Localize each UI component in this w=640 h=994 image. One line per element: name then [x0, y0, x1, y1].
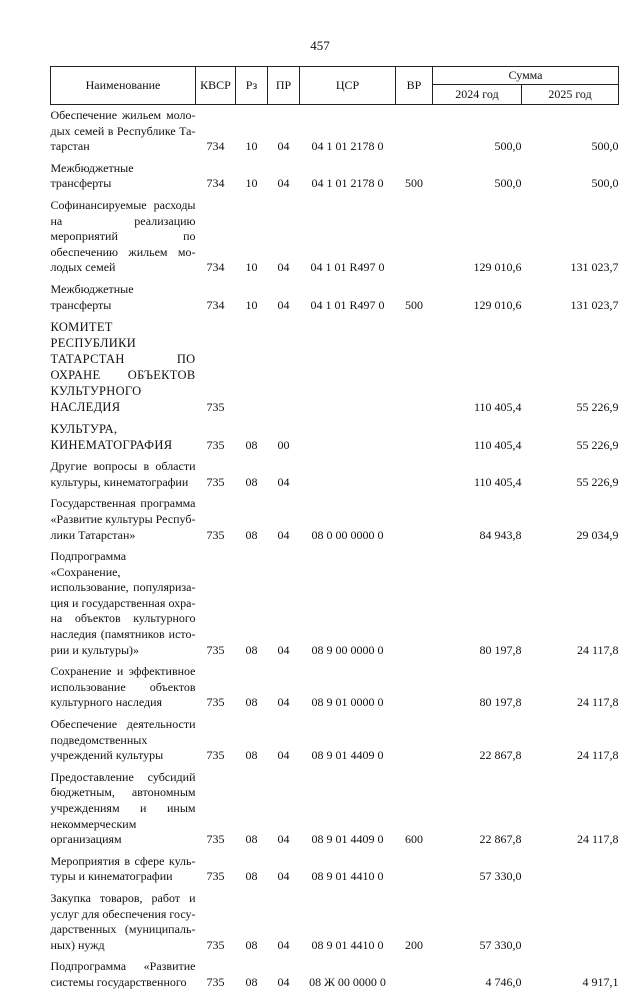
- row-amount-2024: 110 405,4: [473, 474, 522, 489]
- row-amount-2024: 110 405,4: [473, 437, 522, 452]
- row-csr: 08 9 00 0000 0: [311, 642, 384, 657]
- row-rz: [236, 316, 268, 418]
- row-name: КУЛЬТУРА, КИНЕМАТОГРАФИЯ: [50, 422, 173, 453]
- row-name: Обеспечение деятельности подведомственных учреждений культуры: [50, 717, 196, 763]
- table-row: [51, 767, 619, 851]
- row-vr: [396, 316, 433, 418]
- row-amount-2024: 57 330,0: [479, 869, 522, 884]
- row-kvsr: 735: [206, 937, 225, 952]
- row-csr: [300, 316, 396, 418]
- row-name: Обеспечение жильем молодых семей в Республике Татарстан: [50, 108, 196, 154]
- row-csr: 08 9 01 4410 0: [311, 869, 384, 884]
- row-amount-2025: 24 117,8: [576, 642, 619, 657]
- row-csr: [300, 418, 396, 456]
- row-name: Подпрограмма «Развитие системы государственного: [50, 959, 196, 989]
- row-amount-2025: 55 226,9: [576, 399, 619, 414]
- table-row: [51, 661, 619, 714]
- row-amount-2025: 55 226,9: [576, 437, 619, 452]
- header-rz: Рз: [236, 67, 268, 105]
- row-kvsr: 735: [206, 474, 225, 489]
- row-pr: 04: [277, 527, 290, 542]
- row-amount-2025: 29 034,9: [576, 527, 619, 542]
- row-vr: [396, 493, 433, 546]
- row-vr: [396, 418, 433, 456]
- row-vr: [396, 195, 433, 279]
- row-pr: 04: [277, 937, 290, 952]
- row-name: КОМИТЕТ РЕСПУБЛИКИ ТАТАРСТАН ПО ОХРАНЕ ОБЪЕКТОВ КУЛЬТУРНОГО НАСЛЕДИЯ: [50, 320, 196, 415]
- row-csr: 04 1 01 2178 0: [311, 139, 384, 154]
- row-amount-2024: 129 010,6: [473, 260, 522, 275]
- table-row: [51, 888, 619, 956]
- row-amount-2024: 57 330,0: [479, 937, 522, 952]
- table-row: [51, 493, 619, 546]
- row-name: Предоставление субсидий бюджетным, автономным учреждениям и иным некоммерческим организациям: [50, 769, 196, 847]
- row-pr: 04: [277, 748, 290, 763]
- page-number: 457: [310, 38, 330, 53]
- header-year-2024: 2024 год: [433, 85, 522, 105]
- row-amount-2024: 80 197,8: [479, 642, 522, 657]
- row-amount-2025: 55 226,9: [576, 474, 619, 489]
- row-amount-2024: 129 010,6: [473, 297, 522, 312]
- row-kvsr: 735: [206, 527, 225, 542]
- row-rz: 08: [245, 437, 258, 452]
- row-name: Межбюджетные трансферты: [50, 160, 134, 191]
- table-row: [51, 195, 619, 279]
- row-pr: 04: [277, 695, 290, 710]
- row-pr: 04: [277, 139, 290, 154]
- row-amount-2025: 500,0: [591, 139, 619, 154]
- row-amount-2025: 131 023,7: [570, 297, 619, 312]
- table-row: [51, 456, 619, 493]
- table-row: [51, 546, 619, 661]
- row-rz: 08: [245, 527, 258, 542]
- row-amount-2025: 24 117,8: [576, 695, 619, 710]
- row-amount-2025: 4 917,1: [582, 974, 619, 989]
- row-vr: [396, 546, 433, 661]
- row-amount-2025: 24 117,8: [576, 832, 619, 847]
- table-row: [51, 158, 619, 195]
- row-amount-2025: 131 023,7: [570, 260, 619, 275]
- row-csr: 04 1 01 R497 0: [310, 297, 385, 312]
- row-csr: 04 1 01 R497 0: [310, 260, 385, 275]
- header-vr: ВР: [396, 67, 433, 105]
- row-rz: 08: [245, 832, 258, 847]
- row-name: Мероприятия в сфере культуры и кинематографии: [50, 853, 196, 884]
- row-vr: [396, 851, 433, 888]
- row-rz: 08: [245, 869, 258, 884]
- row-amount-2025: [522, 851, 619, 888]
- row-amount-2024: 500,0: [494, 139, 522, 154]
- row-pr: [268, 316, 300, 418]
- table-row: [51, 851, 619, 888]
- row-vr: [396, 456, 433, 493]
- row-kvsr: 734: [206, 176, 225, 191]
- row-name: Закупка товаров, работ и услуг для обеспечения государственных (муниципальных) нужд: [50, 890, 196, 952]
- row-pr: 04: [277, 642, 290, 657]
- header-pr: ПР: [268, 67, 300, 105]
- row-csr: 08 9 01 4409 0: [311, 748, 384, 763]
- row-csr: 08 9 01 0000 0: [311, 695, 384, 710]
- row-name: Сохранение и эффективное использование объектов культурного наследия: [50, 664, 196, 710]
- row-rz: 08: [245, 937, 258, 952]
- table-row: [51, 279, 619, 316]
- row-csr: 04 1 01 2178 0: [311, 176, 384, 191]
- table-header: [51, 67, 619, 105]
- row-pr: 04: [277, 260, 290, 275]
- row-kvsr: 735: [206, 974, 225, 989]
- table-body: [51, 105, 619, 994]
- header-kvsr: КВСР: [196, 67, 236, 105]
- row-vr: 200: [405, 937, 423, 952]
- row-amount-2024: 84 943,8: [479, 527, 522, 542]
- row-amount-2024: 22 867,8: [479, 748, 522, 763]
- row-amount-2025: [522, 888, 619, 956]
- header-csr: ЦСР: [300, 67, 396, 105]
- row-kvsr: 735: [206, 695, 225, 710]
- row-kvsr: 734: [206, 260, 225, 275]
- budget-table: [50, 66, 619, 994]
- row-vr: [396, 105, 433, 158]
- row-name: Софинансируемые расходы на реализацию мероприятий по обеспечению жильем молодых семей: [50, 197, 196, 275]
- row-amount-2024: 22 867,8: [479, 832, 522, 847]
- row-pr: 04: [277, 297, 290, 312]
- row-kvsr: 735: [206, 437, 225, 452]
- row-vr: 500: [405, 297, 423, 312]
- header-name: Наименование: [51, 67, 196, 105]
- row-pr: 04: [277, 474, 290, 489]
- row-vr: [396, 956, 433, 993]
- row-kvsr: 734: [206, 139, 225, 154]
- header-year-2025: 2025 год: [522, 85, 619, 105]
- row-rz: 10: [245, 176, 258, 191]
- row-name: Государственная программа «Развитие культуры Республики Татарстан»: [50, 496, 196, 542]
- row-name: Межбюджетные трансферты: [50, 281, 134, 312]
- table-row: [51, 105, 619, 158]
- row-vr: [396, 661, 433, 714]
- row-rz: 08: [245, 474, 258, 489]
- row-csr: 08 9 01 4410 0: [311, 937, 384, 952]
- row-name: Другие вопросы в области культуры, кинематографии: [50, 459, 196, 489]
- row-rz: 10: [245, 297, 258, 312]
- row-kvsr: 735: [206, 832, 225, 847]
- row-pr: 04: [277, 176, 290, 191]
- row-kvsr: 735: [206, 748, 225, 763]
- row-kvsr: 735: [206, 642, 225, 657]
- row-name: Подпрограмма «Сохранение, использование, популяризация и государственная охрана объектов культурного наследия (памятников истории и культуры)»: [50, 549, 196, 657]
- row-amount-2025: 500,0: [591, 176, 619, 191]
- table-row: [51, 418, 619, 456]
- row-rz: 10: [245, 260, 258, 275]
- row-csr: 08 0 00 0000 0: [311, 527, 384, 542]
- row-rz: 08: [245, 974, 258, 989]
- row-kvsr: 735: [206, 399, 225, 414]
- table-row: [51, 316, 619, 418]
- row-amount-2024: 500,0: [494, 176, 522, 191]
- row-vr: 600: [405, 832, 423, 847]
- row-amount-2024: 80 197,8: [479, 695, 522, 710]
- row-amount-2024: 110 405,4: [473, 399, 522, 414]
- table-row: [51, 956, 619, 993]
- row-vr: 500: [405, 176, 423, 191]
- row-csr: 08 9 01 4409 0: [311, 832, 384, 847]
- row-pr: 04: [277, 869, 290, 884]
- header-sum: Сумма: [433, 67, 619, 85]
- row-amount-2024: 4 746,0: [485, 974, 522, 989]
- row-pr: 04: [277, 974, 290, 989]
- row-kvsr: 735: [206, 869, 225, 884]
- row-csr: [300, 456, 396, 493]
- row-pr: 00: [277, 437, 290, 452]
- row-rz: 08: [245, 748, 258, 763]
- row-csr: 08 Ж 00 0000 0: [309, 974, 386, 989]
- row-rz: 08: [245, 642, 258, 657]
- row-vr: [396, 714, 433, 767]
- row-pr: 04: [277, 832, 290, 847]
- row-rz: 10: [245, 139, 258, 154]
- row-amount-2025: 24 117,8: [576, 748, 619, 763]
- table-row: [51, 714, 619, 767]
- row-rz: 08: [245, 695, 258, 710]
- row-kvsr: 734: [206, 297, 225, 312]
